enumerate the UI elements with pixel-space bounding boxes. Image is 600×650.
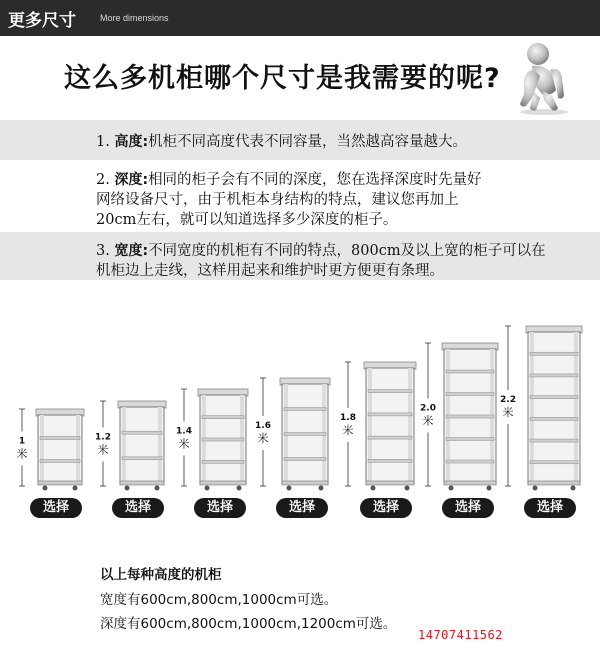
section-width-line-1: 不同宽度的机柜有不同的特点，800cm及以上宽的柜子可以在 <box>148 243 546 259</box>
section-height-heading: 高度: <box>114 134 149 150</box>
cabinet-height-label-1.6: 1.6 <box>255 421 271 431</box>
cabinet-size-illustration <box>0 300 600 525</box>
thinking-person-icon <box>512 40 576 116</box>
cabinet-height-unit-1.2: 米 <box>97 443 109 457</box>
cabinet-height-unit-1.6: 米 <box>257 432 269 445</box>
header-title: 更多尺寸 <box>8 11 76 31</box>
select-button-1.2m[interactable]: 选择 <box>112 498 164 518</box>
cabinet-height-unit-1.4: 米 <box>178 437 190 451</box>
cabinet-height-label-1.4: 1.4 <box>176 426 192 437</box>
section-width-heading: 宽度: <box>114 243 149 259</box>
cabinet-1.4m <box>175 389 248 491</box>
select-button-2.2m[interactable]: 选择 <box>524 498 576 518</box>
cabinet-1.6m <box>254 378 330 491</box>
cabinet-height-unit-1.8: 米 <box>342 424 354 437</box>
section-depth-line-1: 相同的柜子会有不同的深度，您在选择深度时先量好 <box>148 172 482 188</box>
cabinet-height-label-2.2: 2.2 <box>500 395 516 405</box>
footer-line-2: 宽度有600cm,800cm,1000cm可选。 <box>100 592 338 608</box>
section-width: 3. 宽度:不同宽度的机柜有不同的特点，800cm及以上宽的柜子可以在 机柜边上走线，这样用起来和维护时更方便更有条理。 <box>96 241 586 281</box>
section-height-text: 机柜不同高度代表不同容量，当然越高容量越大。 <box>148 134 468 150</box>
cabinet-1.8m <box>339 362 416 491</box>
cabinet-2.2m <box>499 326 582 491</box>
cabinet-height-unit-2.0: 米 <box>422 414 434 428</box>
select-button-1.8m[interactable]: 选择 <box>360 498 412 518</box>
phone-number: 14707411562 <box>418 628 503 642</box>
cabinet-height-unit-2.2: 米 <box>502 406 514 419</box>
footer-line-3: 深度有600cm,800cm,1000cm,1200cm可选。 <box>100 616 397 632</box>
cabinet-2.0m <box>419 343 498 491</box>
cabinet-1m <box>13 409 84 491</box>
section-width-line-2: 机柜边上走线，这样用起来和维护时更方便更有条理。 <box>96 263 444 279</box>
cabinet-height-label-1: 1 <box>18 436 26 447</box>
select-button-2.0m[interactable]: 选择 <box>442 498 494 518</box>
cabinet-height-label-1.2: 1.2 <box>95 432 111 443</box>
select-button-1.6m[interactable]: 选择 <box>276 498 328 518</box>
section-depth-line-3: 20cm左右，就可以知道选择多少深度的柜子。 <box>96 212 398 228</box>
section-depth: 2. 深度:相同的柜子会有不同的深度，您在选择深度时先量好 网络设备尺寸，由于机柜本身结构的特点，建议您再加上 20cm左右，就可以知道选择多少深度的柜子。 <box>96 170 586 230</box>
section-depth-line-2: 网络设备尺寸，由于机柜本身结构的特点，建议您再加上 <box>96 192 459 208</box>
question-heading: 这么多机柜哪个尺寸是我需要的呢? <box>64 63 501 94</box>
header-bar <box>0 0 600 36</box>
select-button-1m[interactable]: 选择 <box>30 498 82 518</box>
footer-line-1: 以上每种高度的机柜 <box>100 567 222 583</box>
section-height: 1. 高度:机柜不同高度代表不同容量，当然越高容量越大。 <box>96 134 468 150</box>
header-subtitle: More dimensions <box>100 13 169 23</box>
cabinet-height-label-1.8: 1.8 <box>340 413 356 423</box>
section-depth-heading: 深度: <box>114 172 149 188</box>
cabinet-height-label-2.0: 2.0 <box>420 403 436 414</box>
cabinet-height-unit-1: 米 <box>16 447 28 461</box>
cabinet-1.2m <box>94 401 166 491</box>
select-button-1.4m[interactable]: 选择 <box>194 498 246 518</box>
